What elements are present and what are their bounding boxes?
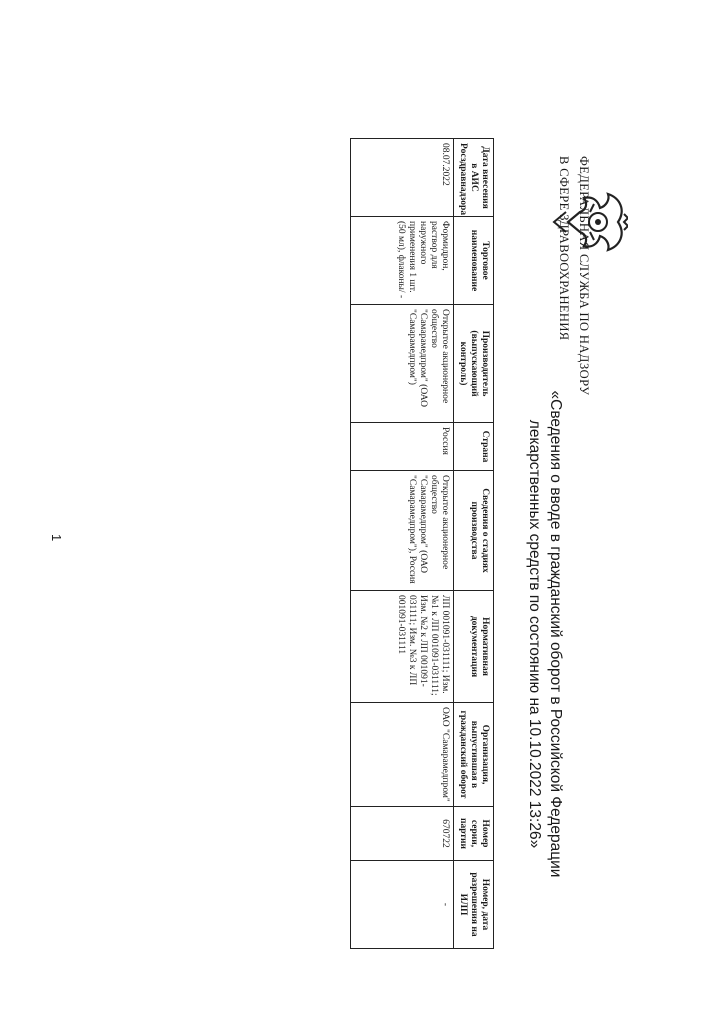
title-line-1: «Сведения о вводе в гражданский оборот в Российской Федерации (547, 390, 564, 878)
cell-normative-doc: ЛП 001091-031111; Изм. №1 к ЛП 001091-031111; Изм. №2 к ЛП 001091-031111; Изм. №3 к ЛП 001091-031111 (351, 591, 454, 703)
registry-table (350, 138, 494, 949)
title-line-2: лекарственных средств по состоянию на 10.10.2022 13:26» (526, 419, 543, 849)
cell-country: Россия (351, 423, 454, 471)
page-number: 1 (49, 534, 64, 542)
cell-stages: Открытое акционерное общество "Самарамедпром" (ОАО "Самарамедпром"), Россия (351, 471, 454, 591)
header-date: Дата внесения в АИС Росздравнадзора (454, 139, 494, 217)
header-normative-doc: Нормативная документация (454, 591, 494, 703)
table-row (351, 139, 454, 949)
document-title (524, 374, 566, 894)
agency-line-2: В СФЕРЕ ЗДРАВООХРАНЕНИЯ (557, 156, 571, 341)
header-manufacturer: Производитель (выпускающий контроль) (454, 305, 494, 423)
cell-series: 670722 (351, 807, 454, 861)
table-header-row (454, 139, 494, 949)
cell-trade-name: Формидрон, раствор для наружного применения 1 шт. (50 мл), флаконы/ - (351, 217, 454, 305)
cell-date: 08.07.2022 (351, 139, 454, 217)
header-stages: Сведения о стадиях производства (454, 471, 494, 591)
agency-line-1: ФЕДЕРАЛЬНАЯ СЛУЖБА ПО НАДЗОРУ (577, 156, 591, 396)
header-country: Страна (454, 423, 494, 471)
header-series: Номер серии, партии (454, 807, 494, 861)
header-trade-name: Торговое наименование (454, 217, 494, 305)
header-organization: Организация, выпустившая в гражданский оборот (454, 703, 494, 807)
header-permit: Номер, дата разрешения на ИЛП (454, 861, 494, 949)
cell-organization: ОАО "Самарамедпром" (351, 703, 454, 807)
cell-permit: - (351, 861, 454, 949)
cell-manufacturer: Открытое акционерное общество "Самарамедпром" (ОАО "Самарамедпром") (351, 305, 454, 423)
